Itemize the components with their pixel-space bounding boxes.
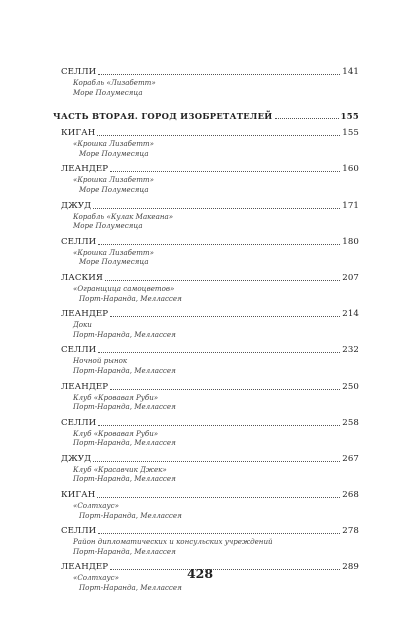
dot-leader [93, 208, 340, 209]
page-number: 428 [186, 566, 214, 581]
chapter-place: «Крошка Лизабетт» [73, 139, 154, 149]
chapter-narrator: СЕЛЛИ [61, 236, 97, 247]
chapter-place: «Крошка Лизабетт» [73, 247, 154, 257]
toc-entry [61, 67, 359, 97]
chapter-region: Порт-Наранда, Меллассея [79, 293, 182, 303]
chapter-narrator: ЛЕАНДЕР [61, 309, 109, 320]
toc-row [61, 490, 359, 501]
toc-row [61, 237, 359, 248]
dot-leader [98, 74, 340, 75]
chapter-page: 214 [342, 309, 359, 320]
chapter-page: 258 [342, 417, 359, 428]
dot-leader [98, 533, 340, 534]
chapter-place: Доки [73, 320, 92, 330]
chapter-page: 171 [342, 200, 359, 211]
chapter-page: 232 [342, 345, 359, 356]
toc-entry [61, 237, 359, 267]
toc-entry [61, 418, 359, 448]
part-row [53, 111, 359, 122]
chapter-region: Море Полумесяца [73, 87, 143, 97]
toc-entry [61, 454, 359, 484]
toc-row [61, 67, 359, 78]
chapter-narrator: СЕЛЛИ [61, 345, 97, 356]
chapter-page: 155 [342, 128, 359, 139]
toc-row [61, 309, 359, 320]
dot-leader [275, 118, 339, 119]
part-heading [53, 111, 359, 122]
chapter-narrator: СЕЛЛИ [61, 526, 97, 537]
toc-row [61, 128, 359, 139]
toc-row [61, 454, 359, 465]
chapter-narrator: ДЖУД [61, 200, 92, 211]
chapter-place: Район дипломатических и консульских учреждений [73, 537, 273, 547]
chapter-narrator: ЛАСКИЯ [61, 272, 103, 283]
dot-leader [97, 497, 340, 498]
chapter-region: Порт-Наранда, Меллассея [73, 365, 176, 375]
toc-entry-list [61, 128, 359, 592]
toc-entry [61, 273, 359, 303]
chapter-narrator: ЛЕАНДЕР [61, 381, 109, 392]
chapter-region: Море Полумесяца [79, 148, 149, 158]
toc-entry [61, 309, 359, 339]
chapter-place: «Солтхаус» [73, 573, 119, 583]
chapter-region: Море Полумесяца [73, 221, 143, 231]
chapter-page: 250 [342, 381, 359, 392]
chapter-place: Корабль «Кулак Макеана» [73, 211, 174, 221]
toc-entry [61, 345, 359, 375]
part-title: ЧАСТЬ ВТОРАЯ. ГОРОД ИЗОБРЕТАТЕЛЕЙ [53, 111, 273, 122]
toc-row [61, 273, 359, 284]
toc-row [61, 418, 359, 429]
toc-row [61, 164, 359, 175]
chapter-place: Клуб «Кровавая Руби» [73, 428, 159, 438]
dot-leader [105, 280, 340, 281]
chapter-region: Порт-Наранда, Меллассея [73, 329, 176, 339]
chapter-place: Корабль «Лизабетт» [73, 78, 156, 87]
table-of-contents [53, 67, 359, 599]
chapter-page: 278 [342, 526, 359, 537]
chapter-page: 180 [342, 236, 359, 247]
dot-leader [110, 389, 340, 390]
toc-entry [61, 128, 359, 158]
dot-leader [110, 171, 340, 172]
toc-entry [61, 164, 359, 194]
chapter-page: 267 [342, 453, 359, 464]
toc-row [61, 382, 359, 393]
chapter-page: 160 [342, 164, 359, 175]
chapter-page: 268 [342, 490, 359, 501]
chapter-page: 289 [342, 562, 359, 573]
chapter-region: Порт-Наранда, Меллассея [73, 546, 176, 556]
dot-leader [110, 316, 340, 317]
chapter-place: Ночной рынок [73, 356, 128, 366]
chapter-narrator: ЛЕАНДЕР [61, 164, 109, 175]
chapter-narrator: КИГАН [61, 490, 96, 501]
toc-entry [61, 201, 359, 231]
part-page: 155 [340, 111, 359, 122]
dot-leader [98, 244, 340, 245]
toc-row [61, 201, 359, 212]
chapter-region: Порт-Наранда, Меллассея [73, 438, 176, 448]
chapter-place: Клуб «Красавчик Джек» [73, 464, 167, 474]
chapter-narrator: ДЖУД [61, 453, 92, 464]
chapter-page: 207 [342, 272, 359, 283]
chapter-place: «Огранщица самоцветов» [73, 283, 175, 293]
chapter-region: Море Полумесяца [79, 184, 149, 194]
chapter-narrator: СЕЛЛИ [61, 67, 97, 77]
chapter-region: Порт-Наранда, Меллассея [73, 402, 176, 412]
dot-leader [93, 461, 340, 462]
chapter-narrator: СЕЛЛИ [61, 417, 97, 428]
chapter-region: Порт-Наранда, Меллассея [79, 583, 182, 593]
chapter-page: 141 [342, 67, 359, 77]
chapter-narrator: ЛЕАНДЕР [61, 562, 109, 573]
chapter-place: «Солтхаус» [73, 501, 119, 511]
toc-entry [61, 526, 359, 556]
chapter-region: Порт-Наранда, Меллассея [73, 474, 176, 484]
chapter-place: «Крошка Лизабетт» [73, 175, 154, 185]
dot-leader [98, 425, 340, 426]
toc-entry [61, 490, 359, 520]
toc-row [61, 526, 359, 537]
toc-row [61, 345, 359, 356]
chapter-region: Море Полумесяца [79, 257, 149, 267]
chapter-narrator: КИГАН [61, 128, 96, 139]
chapter-region: Порт-Наранда, Меллассея [79, 510, 182, 520]
toc-entry [61, 382, 359, 412]
dot-leader [97, 135, 340, 136]
dot-leader [98, 352, 340, 353]
chapter-place: Клуб «Кровавая Руби» [73, 392, 159, 402]
